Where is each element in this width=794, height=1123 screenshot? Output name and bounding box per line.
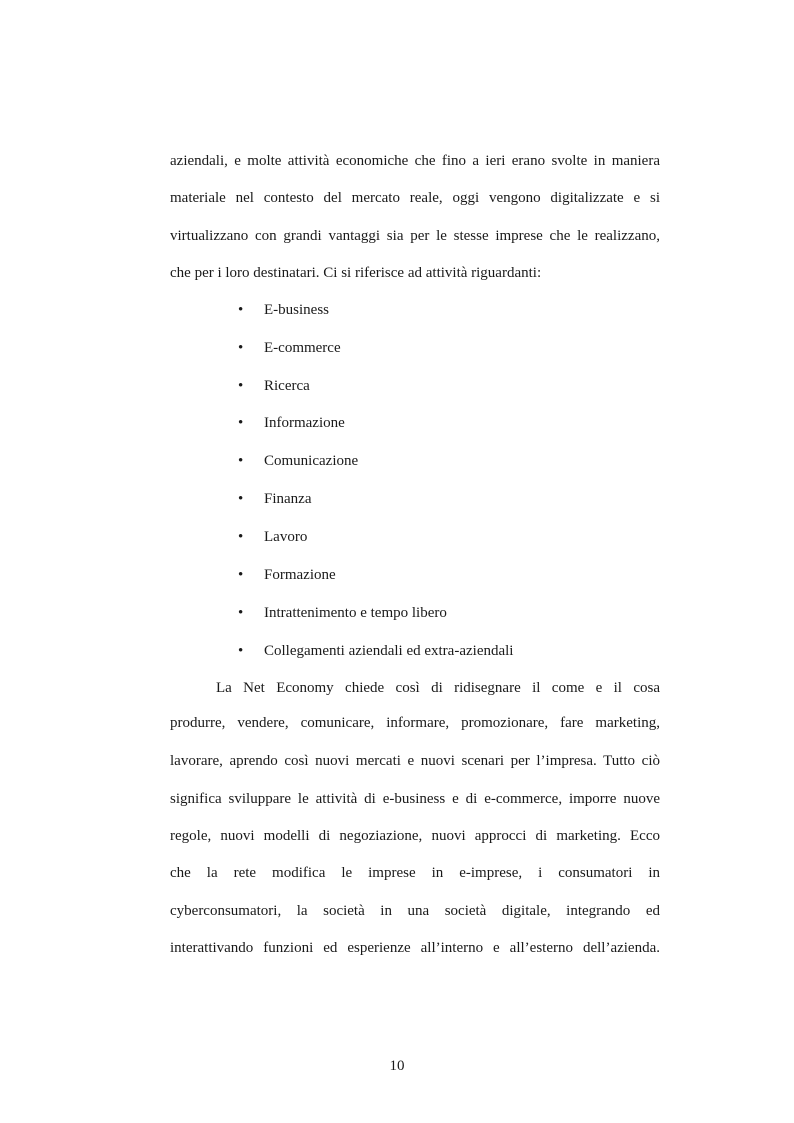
paragraph-1-line: virtualizzano con grandi vantaggi sia per le stesse imprese che le realizzano,	[170, 228, 660, 244]
paragraph-2-line: che la rete modifica le imprese in e-imprese, i consumatori in	[170, 865, 660, 881]
list-item	[238, 566, 336, 584]
list-item	[238, 528, 307, 546]
list-item	[238, 377, 310, 395]
paragraph-2-line: produrre, vendere, comunicare, informare, promozionare, fare marketing,	[170, 715, 660, 731]
page-number: 10	[389, 1058, 405, 1074]
bullet-icon: •	[238, 643, 244, 659]
list-item-label: Intrattenimento e tempo libero	[264, 605, 447, 621]
list-item	[238, 452, 358, 470]
list-item	[238, 604, 447, 622]
bullet-icon: •	[238, 415, 244, 431]
paragraph-2-line: interattivando funzioni ed esperienze all’interno e all’esterno dell’azienda.	[170, 940, 660, 956]
paragraph-2-line: cyberconsumatori, la società in una società digitale, integrando ed	[170, 903, 660, 919]
list-item-label: Comunicazione	[264, 453, 359, 469]
list-item	[238, 414, 345, 432]
bullet-icon: •	[238, 491, 244, 507]
paragraph-2-line: La Net Economy chiede così di ridisegnare il come e il cosa	[216, 680, 660, 696]
paragraph-1-line: che per i loro destinatari. Ci si riferisce ad attività riguardanti:	[170, 265, 542, 281]
bullet-icon: •	[238, 605, 244, 621]
list-item-label: Finanza	[264, 491, 312, 507]
list-item-label: E-commerce	[264, 340, 341, 356]
paragraph-2-line: regole, nuovi modelli di negoziazione, nuovi approcci di marketing. Ecco	[170, 828, 660, 844]
list-item-label: Ricerca	[264, 378, 310, 394]
bullet-icon: •	[238, 567, 244, 583]
list-item-label: Informazione	[264, 415, 345, 431]
paragraph-1-line: aziendali, e molte attività economiche che fino a ieri erano svolte in maniera	[170, 153, 660, 169]
bullet-icon: •	[238, 302, 244, 318]
list-item	[238, 642, 513, 660]
list-item	[238, 301, 329, 319]
list-item	[238, 490, 311, 508]
bullet-icon: •	[238, 378, 244, 394]
bullet-icon: •	[238, 453, 244, 469]
paragraph-2-line: significa sviluppare le attività di e-business e di e-commerce, imporre nuove	[170, 791, 660, 807]
list-item-label: E-business	[264, 302, 329, 318]
list-item-label: Collegamenti aziendali ed extra-aziendali	[264, 643, 514, 659]
list-item	[238, 339, 341, 357]
list-item-label: Lavoro	[264, 529, 308, 545]
bullet-icon: •	[238, 340, 244, 356]
paragraph-1-line: materiale nel contesto del mercato reale, oggi vengono digitalizzate e si	[170, 190, 660, 206]
paragraph-2-line: lavorare, aprendo così nuovi mercati e nuovi scenari per l’impresa. Tutto ciò	[170, 753, 660, 769]
bullet-icon: •	[238, 529, 244, 545]
list-item-label: Formazione	[264, 567, 336, 583]
